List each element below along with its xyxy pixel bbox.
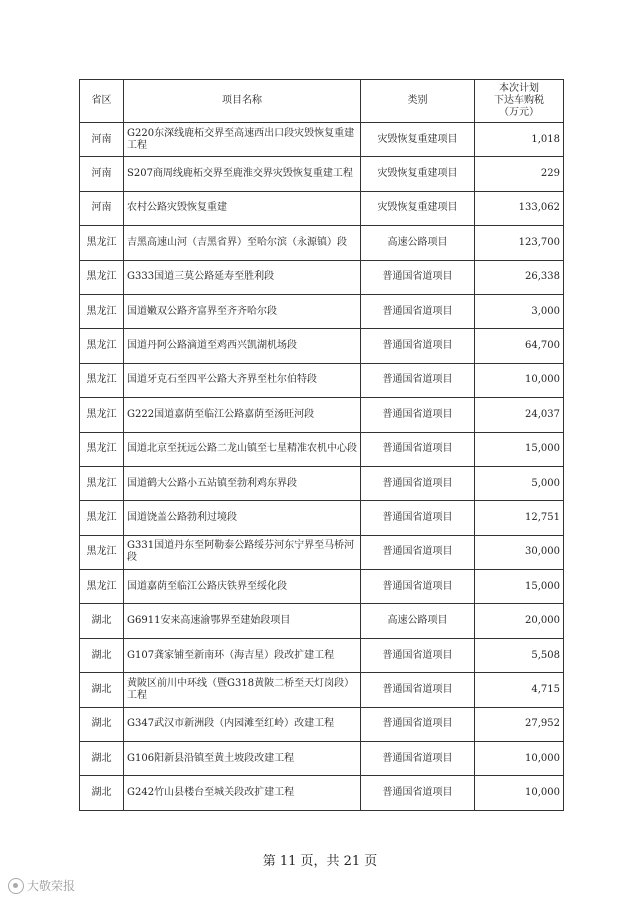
table-row: [80, 638, 564, 672]
header-amount-line3: （万元）: [499, 107, 539, 118]
cell-province: 河南: [80, 191, 124, 225]
table-row: [80, 776, 564, 810]
table-row: [80, 123, 564, 157]
cell-amount: 3,000: [475, 294, 564, 328]
cell-category: 普通国省道项目: [361, 466, 475, 500]
table-row: [80, 294, 564, 328]
table-row: [80, 398, 564, 432]
cell-project: G333国道三莫公路延寿至胜利段: [124, 260, 361, 294]
cell-province: 湖北: [80, 638, 124, 672]
cell-project: 国道丹阿公路滴道至鸡西兴凯湖机场段: [124, 329, 361, 363]
cell-project: G222国道嘉荫至临江公路嘉荫至汤旺河段: [124, 398, 361, 432]
cell-province: 黑龙江: [80, 363, 124, 397]
table-row: [80, 260, 564, 294]
cell-province: 河南: [80, 157, 124, 191]
cell-amount: 30,000: [475, 535, 564, 569]
cell-project: G6911安来高速渝鄂界至建始段项目: [124, 604, 361, 638]
cell-amount: 15,000: [475, 570, 564, 604]
project-table: [79, 79, 564, 811]
cell-category: 普通国省道项目: [361, 363, 475, 397]
camera-logo-icon: [8, 878, 24, 894]
header-amount: [475, 80, 564, 123]
cell-amount: 229: [475, 157, 564, 191]
cell-project: 国道饶盖公路勃利过境段: [124, 501, 361, 535]
cell-category: 普通国省道项目: [361, 501, 475, 535]
cell-amount: 15,000: [475, 432, 564, 466]
cell-province: 黑龙江: [80, 260, 124, 294]
cell-amount: 27,952: [475, 707, 564, 741]
table-row: [80, 466, 564, 500]
cell-category: 普通国省道项目: [361, 776, 475, 810]
header-project: 项目名称: [124, 80, 361, 123]
cell-province: 黑龙江: [80, 570, 124, 604]
cell-category: 普通国省道项目: [361, 294, 475, 328]
table-row: [80, 191, 564, 225]
cell-province: 黑龙江: [80, 398, 124, 432]
table-row: [80, 673, 564, 707]
cell-category: 灾毁恢复重建项目: [361, 123, 475, 157]
table-row: [80, 535, 564, 569]
cell-amount: 10,000: [475, 776, 564, 810]
table-row: [80, 501, 564, 535]
cell-province: 河南: [80, 123, 124, 157]
cell-project: G106阳新县沿镇至黄土坡段改建工程: [124, 742, 361, 776]
table-row: [80, 226, 564, 260]
cell-province: 黑龙江: [80, 466, 124, 500]
header-province: 省区: [80, 80, 124, 123]
cell-project: G331国道丹东至阿勒泰公路绥芬河东宁界至马桥河段: [124, 535, 361, 569]
cell-province: 湖北: [80, 604, 124, 638]
cell-project: 国道北京至抚远公路二龙山镇至七星精准农机中心段: [124, 432, 361, 466]
cell-project: 黄陂区前川中环线（暨G318黄陂二桥至天灯岗段）工程: [124, 673, 361, 707]
table-row: [80, 604, 564, 638]
cell-province: 湖北: [80, 742, 124, 776]
cell-category: 普通国省道项目: [361, 260, 475, 294]
cell-amount: 5,508: [475, 638, 564, 672]
cell-category: 普通国省道项目: [361, 742, 475, 776]
table-row: [80, 157, 564, 191]
cell-amount: 12,751: [475, 501, 564, 535]
table-row: [80, 742, 564, 776]
cell-amount: 20,000: [475, 604, 564, 638]
cell-category: 普通国省道项目: [361, 432, 475, 466]
header-category: 类别: [361, 80, 475, 123]
cell-amount: 123,700: [475, 226, 564, 260]
cell-project: 吉黑高速山河（吉黑省界）至哈尔滨（永源镇）段: [124, 226, 361, 260]
cell-amount: 26,338: [475, 260, 564, 294]
cell-province: 湖北: [80, 776, 124, 810]
cell-amount: 24,037: [475, 398, 564, 432]
cell-amount: 5,000: [475, 466, 564, 500]
cell-project: G220东深线鹿柘交界至高速西出口段灾毁恢复重建工程: [124, 123, 361, 157]
cell-category: 普通国省道项目: [361, 673, 475, 707]
header-amount-line1: 本次计划: [499, 83, 539, 94]
watermark: [8, 877, 75, 894]
cell-project: G347武汉市新洲段（内园滩至红岭）改建工程: [124, 707, 361, 741]
cell-amount: 1,018: [475, 123, 564, 157]
page-footer: 第 11 页，共 21 页: [262, 854, 378, 869]
cell-province: 湖北: [80, 673, 124, 707]
table-row: [80, 570, 564, 604]
cell-category: 普通国省道项目: [361, 535, 475, 569]
cell-province: 黑龙江: [80, 432, 124, 466]
cell-province: 湖北: [80, 707, 124, 741]
cell-project: G107龚家铺至新南环（海吉星）段改扩建工程: [124, 638, 361, 672]
cell-category: 普通国省道项目: [361, 329, 475, 363]
cell-province: 黑龙江: [80, 329, 124, 363]
cell-project: 国道鹤大公路小五站镇至勃利鸡东界段: [124, 466, 361, 500]
cell-category: 灾毁恢复重建项目: [361, 191, 475, 225]
cell-project: 国道牙克石至四平公路大齐界至杜尔伯特段: [124, 363, 361, 397]
cell-project: 国道嫩双公路齐富界至齐齐哈尔段: [124, 294, 361, 328]
cell-category: 高速公路项目: [361, 226, 475, 260]
table-row: [80, 363, 564, 397]
table-header-row: [80, 80, 564, 123]
cell-project: 国道嘉荫至临江公路庆铁界至绥化段: [124, 570, 361, 604]
cell-project: G242竹山县楼台至城关段改扩建工程: [124, 776, 361, 810]
cell-category: 普通国省道项目: [361, 570, 475, 604]
cell-category: 普通国省道项目: [361, 638, 475, 672]
cell-category: 普通国省道项目: [361, 707, 475, 741]
header-amount-line2: 下达车购税: [494, 95, 544, 106]
cell-category: 灾毁恢复重建项目: [361, 157, 475, 191]
cell-province: 黑龙江: [80, 294, 124, 328]
cell-amount: 64,700: [475, 329, 564, 363]
cell-project: 农村公路灾毁恢复重建: [124, 191, 361, 225]
cell-category: 普通国省道项目: [361, 398, 475, 432]
watermark-text: 大敬荣报: [27, 879, 76, 893]
cell-project: S207商周线鹿柘交界至鹿淮交界灾毁恢复重建工程: [124, 157, 361, 191]
cell-category: 高速公路项目: [361, 604, 475, 638]
cell-province: 黑龙江: [80, 501, 124, 535]
table-row: [80, 432, 564, 466]
cell-amount: 4,715: [475, 673, 564, 707]
table-row: [80, 329, 564, 363]
cell-amount: 10,000: [475, 363, 564, 397]
cell-amount: 133,062: [475, 191, 564, 225]
cell-province: 黑龙江: [80, 226, 124, 260]
cell-province: 黑龙江: [80, 535, 124, 569]
table-body: [80, 123, 564, 811]
table-row: [80, 707, 564, 741]
cell-amount: 10,000: [475, 742, 564, 776]
